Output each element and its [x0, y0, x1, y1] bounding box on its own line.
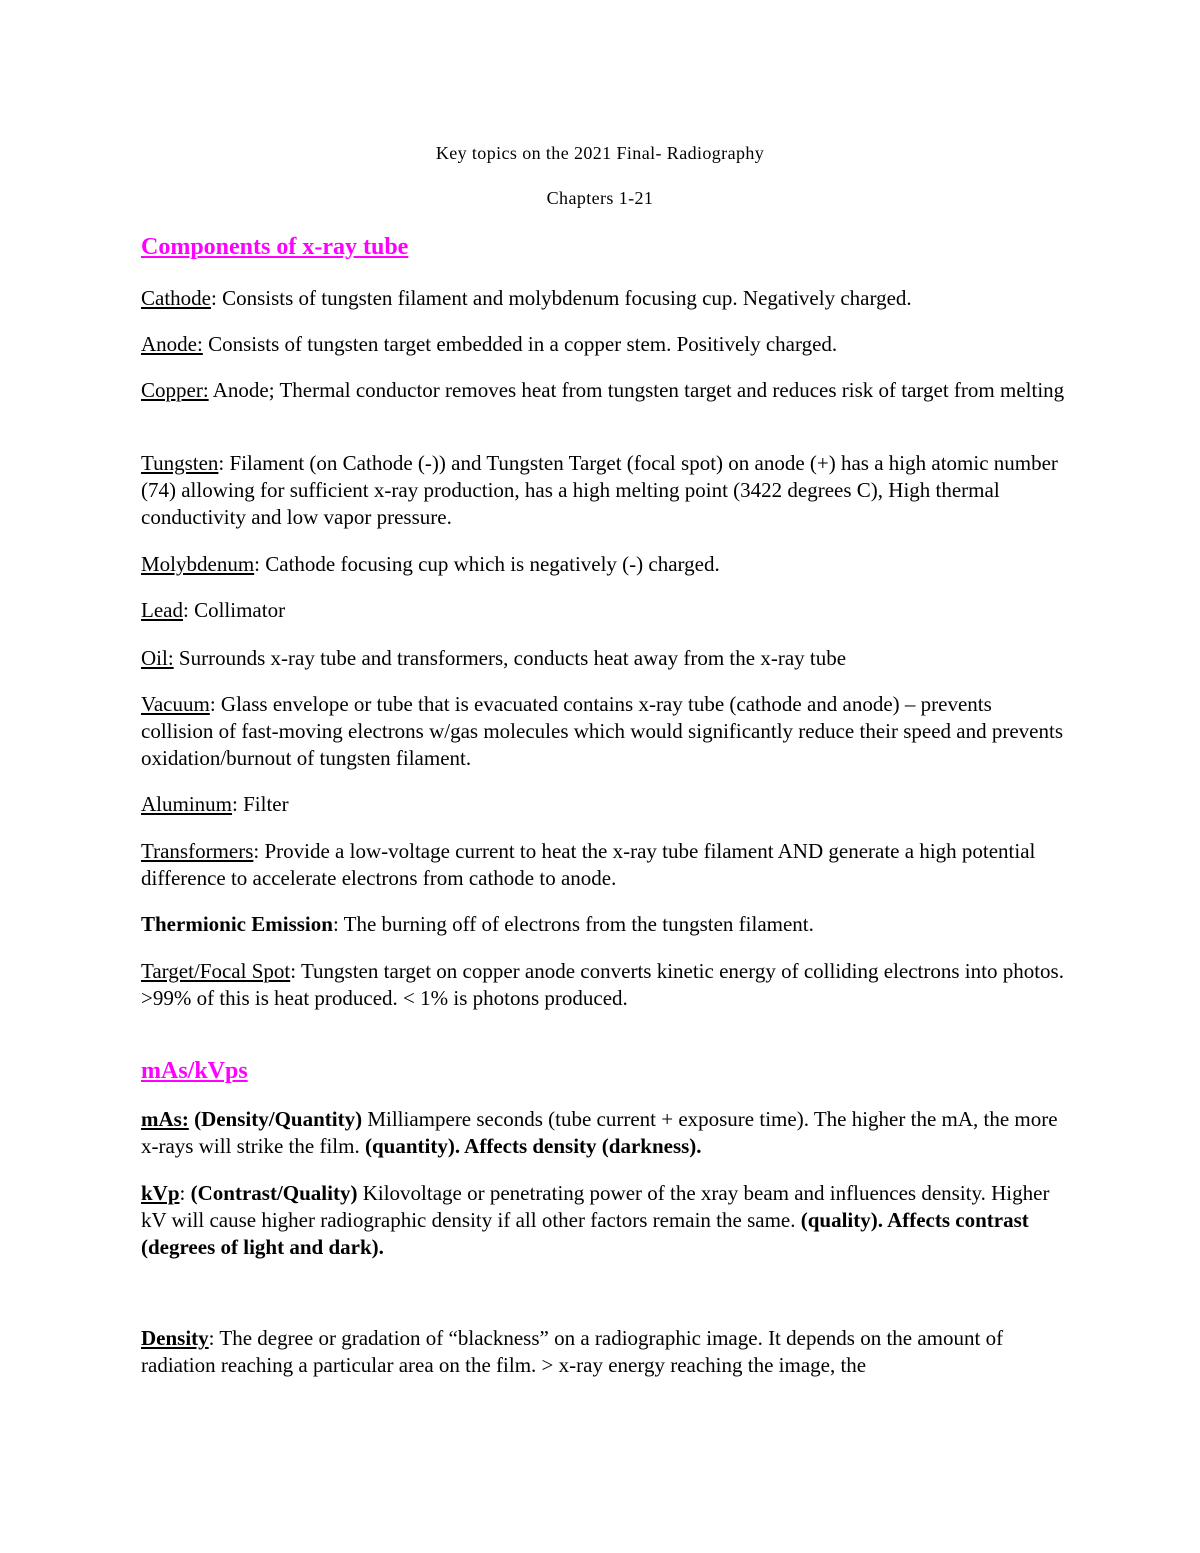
document-subtitle: Chapters 1-21 — [546, 188, 654, 208]
term-separator: : — [179, 1181, 191, 1205]
term-label: Target/Focal Spot — [141, 959, 291, 983]
item-tungsten — [141, 450, 1066, 531]
term-description: The burning off of electrons from the tungsten filament. — [343, 912, 814, 936]
term-bold-label: (Density/Quantity) — [194, 1107, 363, 1131]
item-vacuum — [141, 691, 1066, 772]
term-separator: : — [290, 959, 301, 983]
term-label: Anode: — [141, 332, 203, 356]
term-label: kVp — [141, 1181, 180, 1205]
components-heading: Components of x-ray tube — [141, 234, 409, 260]
term-description: Anode; Thermal conductor removes heat from tungsten target and reduces risk of target from melting — [212, 378, 1065, 402]
item-aluminum — [141, 791, 1066, 818]
term-separator: : — [332, 912, 344, 936]
term-bold-tail: (quantity). Affects density (darkness). — [364, 1134, 702, 1158]
term-label: Transformers — [141, 839, 254, 863]
item-oil — [141, 645, 1066, 672]
term-separator: : — [209, 692, 221, 716]
term-separator: : — [254, 552, 266, 576]
term-description: Milliampere seconds (tube current + exposure time). The higher the mA, the more x-rays will strike the film. — [141, 1107, 1058, 1158]
term-label: mAs: — [141, 1107, 189, 1131]
term-bold-label: (Contrast/Quality) — [190, 1181, 358, 1205]
term-description: Glass envelope or tube that is evacuated contains x-ray tube (cathode and anode) – prevents collision of fast-moving electrons w/gas molecules which would significantly reduce their speed and prevents oxidation/burnout of tungsten filament. — [141, 692, 1064, 770]
term-description: Kilovoltage or penetrating power of the xray beam and influences density. Higher kV will cause higher radiographic density if all other factors remain the same. — [141, 1181, 1050, 1232]
term-separator: : — [232, 792, 244, 816]
item-target-focal-spot — [141, 958, 1066, 1012]
term-description: Cathode focusing cup which is negatively (-) charged. — [265, 552, 720, 576]
term-description: Filter — [243, 792, 289, 816]
term-label: Copper: — [141, 378, 209, 402]
term-description: Consists of tungsten target embedded in a copper stem. Positively charged. — [208, 332, 838, 356]
term-label: Molybdenum — [141, 552, 255, 576]
term-separator: : — [253, 839, 265, 863]
term-label: Aluminum — [141, 792, 233, 816]
term-description: Provide a low-voltage current to heat the x-ray tube filament AND generate a high potential difference to accelerate electrons from cathode to anode. — [141, 839, 1036, 890]
term-label: Cathode — [141, 286, 211, 310]
item-mas — [141, 1106, 1066, 1160]
term-label: Thermionic Emission — [141, 912, 333, 936]
mas-kvps-heading: mAs/kVps — [141, 1058, 248, 1084]
term-description: Surrounds x-ray tube and transformers, conducts heat away from the x-ray tube — [178, 646, 847, 670]
term-separator: : — [210, 286, 223, 310]
term-separator: : — [182, 598, 195, 622]
term-label: Oil: — [141, 646, 174, 670]
document-title: Key topics on the 2021 Final- Radiography — [435, 143, 765, 163]
term-description: Consists of tungsten filament and molybdenum focusing cup. Negatively charged. — [222, 286, 912, 310]
item-transformers — [141, 838, 1066, 892]
term-description: The degree or gradation of “blackness” on a radiographic image. It depends on the amount of radiation reaching a particular area on the film. > x-ray energy reaching the image, the — [141, 1326, 1004, 1377]
term-label: Vacuum — [141, 692, 210, 716]
term-label: Tungsten — [141, 451, 219, 475]
term-description: Filament (on Cathode (-)) and Tungsten Target (focal spot) on anode (+) has a high atomic number (74) allowing for sufficient x-ray production, has a high melting point (3422 degrees C), High thermal conductivity and low vapor pressure. — [141, 451, 1058, 529]
item-molybdenum — [141, 551, 1066, 578]
item-density — [141, 1325, 1066, 1379]
item-anode — [141, 331, 1066, 358]
item-cathode — [141, 285, 1066, 312]
term-label: Density — [141, 1326, 209, 1350]
item-copper — [141, 377, 1066, 404]
item-thermionic-emission — [141, 911, 1066, 938]
term-separator: : — [218, 451, 230, 475]
term-bold-tail: (quality). Affects contrast (degrees of light and dark). — [141, 1208, 1029, 1259]
term-label: Lead — [141, 598, 183, 622]
term-description: Tungsten target on copper anode converts kinetic energy of colliding electrons into photos. >99% of this is heat produced. < 1% is photons produced. — [141, 959, 1064, 1010]
term-description: Collimator — [194, 598, 286, 622]
term-separator: : — [208, 1326, 220, 1350]
item-lead — [141, 597, 1066, 624]
item-kvp — [141, 1180, 1066, 1261]
